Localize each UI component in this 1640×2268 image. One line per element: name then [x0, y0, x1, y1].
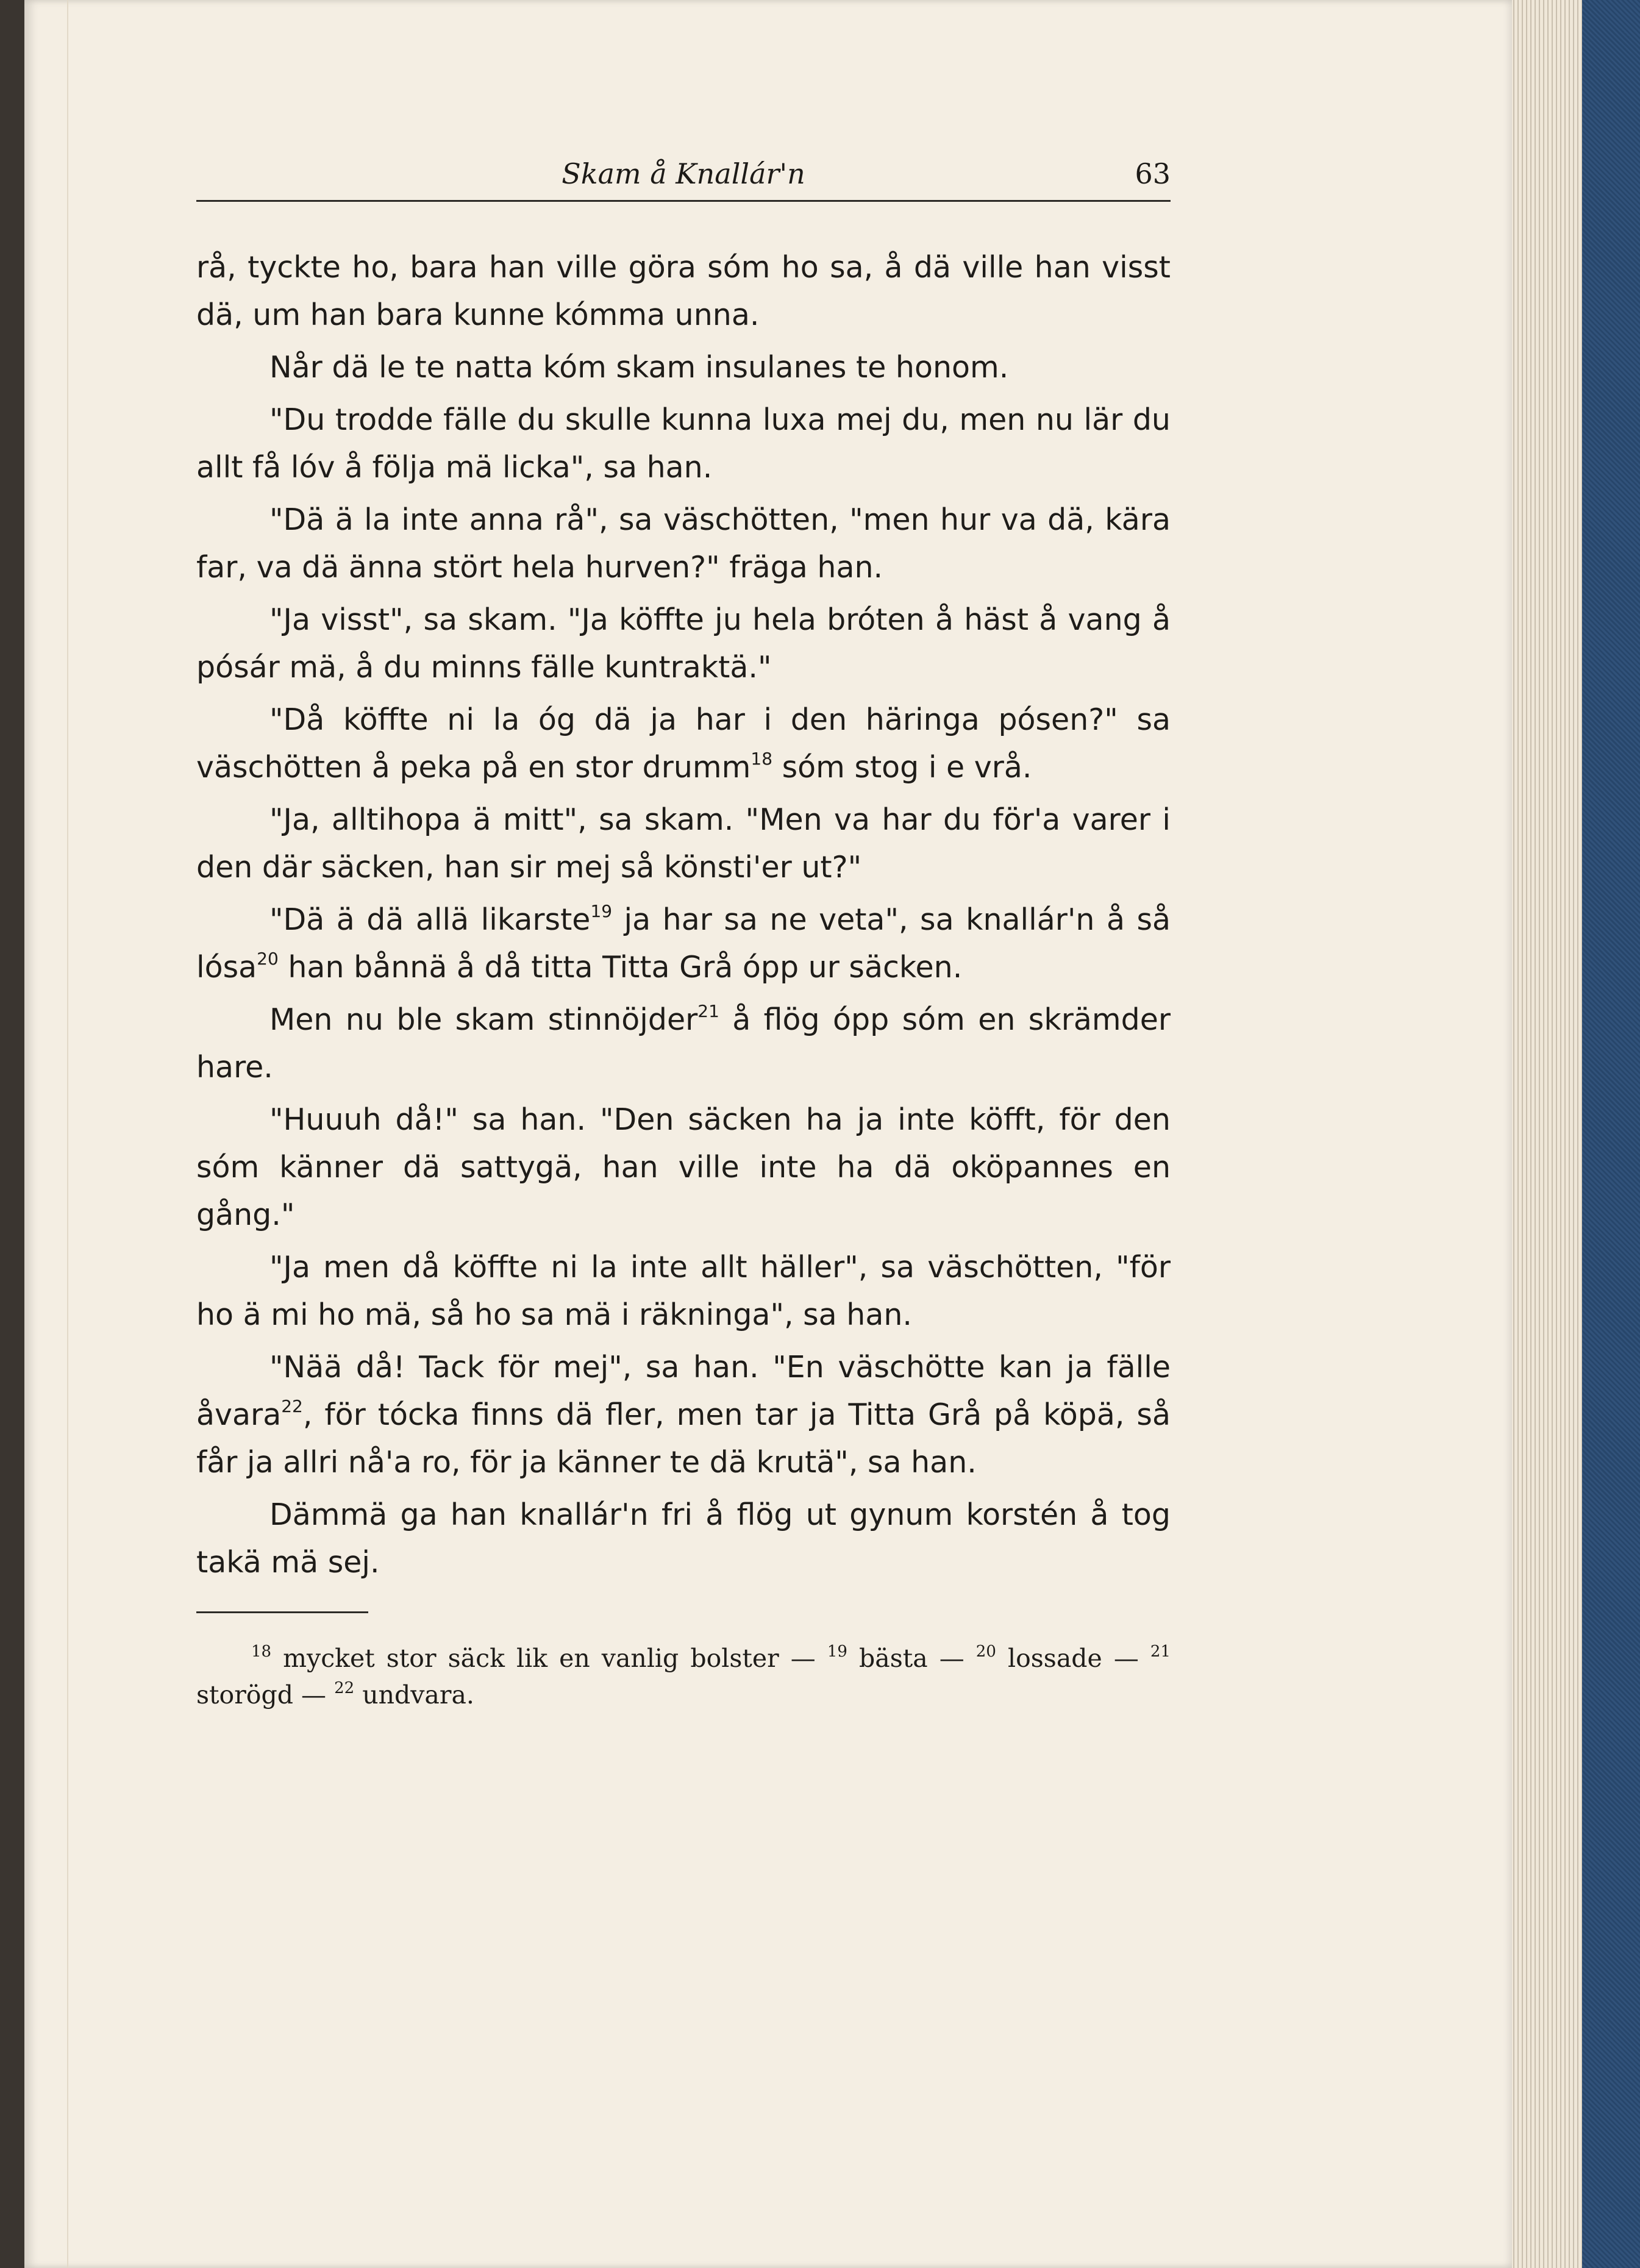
gutter-line	[67, 0, 68, 2268]
paragraph	[196, 396, 1171, 491]
paragraph	[196, 1491, 1171, 1586]
paragraph	[196, 496, 1171, 591]
paragraph-text: , för tócka finns dä fler, men tar ja Titta Grå på köpä, så får ja allri nå'a ro, för ja känner te dä krutä", sa han.	[196, 1397, 1171, 1480]
paragraph-text: å flög ópp sóm en skrämder hare.	[196, 1002, 1171, 1085]
paragraph	[196, 344, 1171, 391]
paragraph	[196, 1344, 1171, 1486]
body-text	[196, 244, 1171, 1591]
paragraph-text: Når dä le te natta kóm skam insulanes te honom.	[269, 350, 1009, 385]
paragraph-text: han bånnä å då titta Titta Grå ópp ur säcken.	[278, 950, 963, 985]
footnote-number: 20	[975, 1642, 996, 1661]
page-number: 63	[1135, 157, 1171, 190]
paragraph-text: "Nää då! Tack för mej", sa han. "En väschötte kan ja fälle åvara	[196, 1350, 1171, 1432]
paragraph	[196, 696, 1171, 791]
paragraph-text: "Huuuh då!" sa han. "Den säcken ha ja inte köfft, för den sóm känner dä sattygä, han ville inte ha dä oköpannes en gång."	[196, 1102, 1171, 1232]
footnote-rule	[196, 1611, 368, 1613]
footnote-number: 18	[251, 1642, 272, 1661]
book-cover-edge	[1579, 0, 1640, 2268]
paragraph-text: "Dä ä dä allä likarste	[269, 902, 591, 937]
paragraph	[196, 244, 1171, 339]
header-rule	[196, 200, 1171, 202]
footnote-number: 22	[334, 1679, 355, 1698]
footnotes	[196, 1640, 1171, 1713]
paragraph-text: "Dä ä la inte anna rå", sa väschötten, "men hur va dä, kära far, va dä änna stört hela hurven?" fräga han.	[196, 502, 1171, 585]
footnote-text: bästa —	[859, 1644, 964, 1673]
paragraph-text: Dämmä ga han knallár'n fri å flög ut gynum korstén å tog takä mä sej.	[196, 1497, 1171, 1580]
footnote-text: mycket stor säck lik en vanlig bolster —	[283, 1644, 816, 1673]
footnote-marker: 18	[750, 748, 773, 769]
paragraph-text: "Du trodde fälle du skulle kunna luxa mej du, men nu lär du allt få lóv å följa mä licka", sa han.	[196, 402, 1171, 485]
paragraph-text: "Ja, alltihopa ä mitt", sa skam. "Men va har du för'a varer i den där säcken, han sir mej så könsti'er ut?"	[196, 802, 1171, 885]
footnote-text: storögd —	[196, 1680, 327, 1710]
paragraph-text: rå, tyckte ho, bara han ville göra sóm ho sa, å dä ville han visst dä, um han bara kunne kómma unna.	[196, 250, 1171, 332]
footnote-block	[196, 1640, 1171, 1713]
paragraph	[196, 896, 1171, 991]
paragraph-text: "Ja visst", sa skam. "Ja köffte ju hela bróten å häst å vang å pósár mä, å du minns fälle kuntraktä."	[196, 602, 1171, 685]
footnote-text: lossade —	[1007, 1644, 1139, 1673]
paragraph	[196, 796, 1171, 891]
paragraph	[196, 1244, 1171, 1339]
footnote-number: 19	[827, 1642, 847, 1661]
paragraph-text: sóm stog i e vrå.	[772, 750, 1032, 785]
paragraph	[196, 596, 1171, 691]
running-head	[196, 148, 1171, 197]
paragraph-text: ja har sa ne veta", sa knallár'n å så lósa	[196, 902, 1171, 985]
footnote-marker: 22	[281, 1396, 303, 1416]
paragraph	[196, 996, 1171, 1091]
footnote-marker: 21	[697, 1000, 719, 1021]
footnote-marker: 19	[590, 900, 613, 921]
paragraph	[196, 1096, 1171, 1239]
page-stack-edges	[1506, 0, 1582, 2268]
paragraph-text: Men nu ble skam stinnöjder	[269, 1002, 698, 1037]
paragraph-text: "Ja men då köffte ni la inte allt häller", sa väschötten, "för ho ä mi ho mä, så ho sa mä i räkninga", sa han.	[196, 1250, 1171, 1332]
footnote-text: undvara.	[362, 1680, 474, 1710]
footnote-marker: 20	[257, 948, 279, 969]
footnote-number: 21	[1150, 1642, 1171, 1661]
scanner-background-left	[0, 0, 24, 2268]
paragraph-text: "Då köffte ni la óg dä ja har i den häringa pósen?" sa väschötten å peka på en stor drumm	[196, 702, 1171, 785]
running-title: Skam å Knallár'n	[562, 157, 805, 190]
